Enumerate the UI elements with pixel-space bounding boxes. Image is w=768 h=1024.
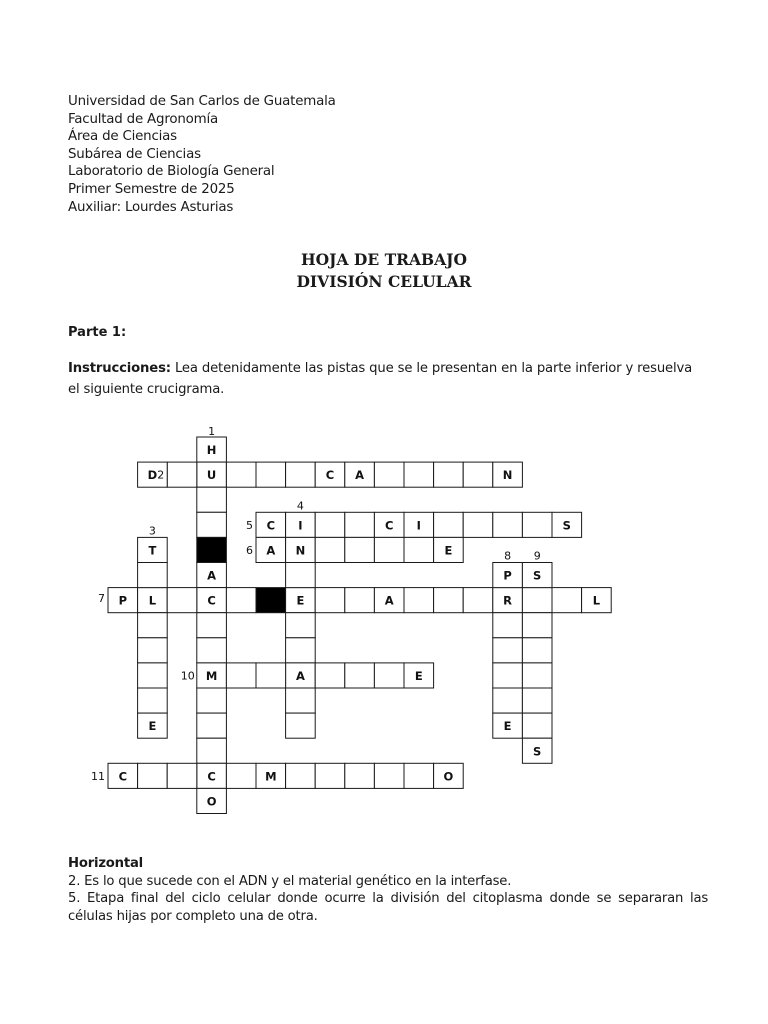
- clue-number: 3: [148, 524, 156, 538]
- crossword-black-cell: [256, 588, 286, 613]
- clues-heading: Horizontal: [68, 856, 143, 871]
- clue-number: 10: [180, 669, 195, 683]
- crossword-cell[interactable]: [493, 663, 523, 688]
- crossword-letter: D: [147, 468, 158, 483]
- crossword-letter: N: [295, 543, 306, 558]
- crossword-cell[interactable]: [315, 537, 345, 562]
- title-line-2: DIVISIÓN CELULAR: [296, 272, 472, 291]
- clue-number: 7: [98, 592, 105, 606]
- crossword-letter: O: [206, 794, 217, 809]
- crossword-cell[interactable]: [434, 462, 464, 487]
- crossword-letter: U: [206, 468, 217, 483]
- crossword-cell[interactable]: [404, 588, 434, 613]
- instructions-label: Instrucciones:: [68, 361, 171, 376]
- crossword-cell[interactable]: [167, 588, 197, 613]
- crossword-letter: E: [444, 543, 453, 558]
- crossword-letter: P: [503, 568, 512, 583]
- crossword-cell[interactable]: [286, 638, 316, 663]
- crossword-cell[interactable]: [286, 763, 316, 788]
- crossword-cell[interactable]: [226, 663, 256, 688]
- crossword-letter: S: [533, 744, 542, 759]
- part-label: Parte 1:: [68, 325, 127, 340]
- crossword-cell[interactable]: [286, 462, 316, 487]
- crossword-letter: E: [503, 719, 512, 734]
- crossword-letter: C: [266, 518, 276, 533]
- crossword-cell[interactable]: [404, 537, 434, 562]
- crossword-letter: E: [148, 719, 157, 734]
- crossword-letter: C: [384, 518, 394, 533]
- crossword-cell[interactable]: [197, 738, 227, 763]
- header-line: Primer Semestre de 2025: [68, 181, 235, 197]
- crossword-letter: I: [298, 518, 303, 533]
- crossword-cell[interactable]: [522, 638, 552, 663]
- crossword-cell[interactable]: [256, 462, 286, 487]
- crossword-letter: A: [355, 468, 365, 483]
- crossword-letter: R: [503, 593, 513, 608]
- crossword-cell[interactable]: [226, 462, 256, 487]
- crossword-cell[interactable]: [522, 688, 552, 713]
- crossword-cell[interactable]: [197, 713, 227, 738]
- header-line: Área de Ciencias: [68, 129, 177, 145]
- crossword-letter: I: [416, 518, 421, 533]
- header-line: Auxiliar: Lourdes Asturias: [68, 199, 234, 215]
- crossword-cell[interactable]: [374, 537, 404, 562]
- crossword-cell[interactable]: [138, 613, 168, 638]
- clue-number: 9: [533, 549, 541, 563]
- crossword-cell[interactable]: [404, 763, 434, 788]
- crossword-letter: A: [384, 593, 394, 608]
- instructions-text: Lea detenidamente las pistas que se le presentan en la parte inferior y resuelva el siguiente crucigrama.: [68, 361, 693, 397]
- crossword-cell[interactable]: [345, 588, 375, 613]
- crossword-cell[interactable]: [138, 638, 168, 663]
- crossword-cell[interactable]: [138, 563, 168, 588]
- crossword-letter: O: [443, 769, 454, 784]
- clue-number: 11: [91, 769, 105, 783]
- crossword-letter: H: [206, 443, 217, 458]
- clue-item: 5. Etapa final del ciclo celular donde ocurre la división del citoplasma donde se separaran las células hijas por completo una de otra.: [68, 891, 708, 924]
- crossword-cell[interactable]: [493, 638, 523, 663]
- header-line: Universidad de San Carlos de Guatemala: [68, 94, 336, 109]
- crossword-cell[interactable]: [522, 588, 552, 613]
- crossword-cell[interactable]: [197, 613, 227, 638]
- title-line-1: HOJA DE TRABAJO: [301, 250, 467, 269]
- crossword-cell[interactable]: [434, 588, 464, 613]
- crossword-cell[interactable]: [197, 638, 227, 663]
- crossword-letter: A: [207, 568, 217, 583]
- header-line: Laboratorio de Biología General: [68, 164, 275, 180]
- crossword-letter: A: [295, 668, 305, 683]
- crossword-letter: S: [533, 568, 542, 583]
- crossword-letter: E: [414, 668, 423, 683]
- crossword-cell[interactable]: [345, 763, 375, 788]
- header-line: Facultad de Agronomía: [68, 111, 218, 127]
- crossword-cell[interactable]: [345, 663, 375, 688]
- crossword-cell[interactable]: [286, 613, 316, 638]
- crossword-cell[interactable]: [493, 613, 523, 638]
- crossword-cell[interactable]: [315, 588, 345, 613]
- crossword-cell[interactable]: [463, 512, 493, 537]
- crossword-letter: C: [325, 468, 335, 483]
- crossword-letter: N: [502, 468, 513, 483]
- crossword-cell[interactable]: [286, 563, 316, 588]
- crossword-cell[interactable]: [138, 688, 168, 713]
- crossword-cell[interactable]: [345, 512, 375, 537]
- clue-number: 5: [246, 518, 253, 532]
- crossword-cell[interactable]: [167, 462, 197, 487]
- crossword-cell[interactable]: [345, 537, 375, 562]
- crossword-cell[interactable]: [552, 588, 582, 613]
- crossword-letter: A: [266, 543, 276, 558]
- crossword-letter: C: [207, 769, 216, 784]
- crossword-cell[interactable]: [315, 763, 345, 788]
- crossword-letter: T: [148, 543, 157, 558]
- crossword-cell[interactable]: [522, 613, 552, 638]
- crossword-cell[interactable]: [138, 763, 168, 788]
- crossword-cell[interactable]: [522, 663, 552, 688]
- crossword-cell[interactable]: [256, 663, 286, 688]
- crossword-letter: L: [592, 593, 601, 608]
- header-line: Subárea de Ciencias: [68, 146, 201, 162]
- crossword-cell[interactable]: [197, 487, 227, 512]
- clue-number: 8: [504, 549, 512, 563]
- crossword-cell[interactable]: [522, 512, 552, 537]
- crossword-cell[interactable]: [197, 688, 227, 713]
- crossword-cell[interactable]: [197, 512, 227, 537]
- crossword-letter: E: [296, 593, 305, 608]
- crossword-letter: M: [265, 769, 277, 784]
- crossword-cell[interactable]: [493, 688, 523, 713]
- crossword-cell[interactable]: [315, 512, 345, 537]
- clue-number: 6: [246, 543, 253, 557]
- crossword-cell[interactable]: [522, 713, 552, 738]
- crossword-cell[interactable]: [404, 462, 434, 487]
- crossword-cell[interactable]: [315, 663, 345, 688]
- crossword-cell[interactable]: [167, 763, 197, 788]
- clue-number: 1: [208, 425, 216, 438]
- crossword-cell[interactable]: [286, 688, 316, 713]
- clues-section: [68, 855, 708, 925]
- crossword-letter: M: [205, 668, 218, 683]
- crossword-cell[interactable]: [226, 763, 256, 788]
- crossword-cell[interactable]: [463, 462, 493, 487]
- crossword-letter: C: [207, 593, 216, 608]
- crossword-cell[interactable]: [226, 588, 256, 613]
- crossword-cell[interactable]: [286, 713, 316, 738]
- crossword-cell[interactable]: [463, 588, 493, 613]
- clue-number: 4: [296, 499, 304, 513]
- crossword-letter: C: [118, 769, 128, 784]
- crossword-cell[interactable]: [374, 663, 404, 688]
- crossword-cell[interactable]: [374, 462, 404, 487]
- crossword-letter: L: [148, 593, 157, 608]
- clue-item: 2. Es lo que sucede con el ADN y el material genético en la interfase.: [68, 873, 512, 889]
- crossword-cell[interactable]: [434, 512, 464, 537]
- crossword-cell[interactable]: [493, 512, 523, 537]
- crossword-cell[interactable]: [374, 763, 404, 788]
- clue-number: 2: [157, 468, 165, 482]
- crossword-letter: P: [118, 593, 128, 608]
- crossword-black-cell: [197, 537, 227, 562]
- crossword-letter: S: [562, 518, 571, 533]
- crossword-cell[interactable]: [138, 663, 168, 688]
